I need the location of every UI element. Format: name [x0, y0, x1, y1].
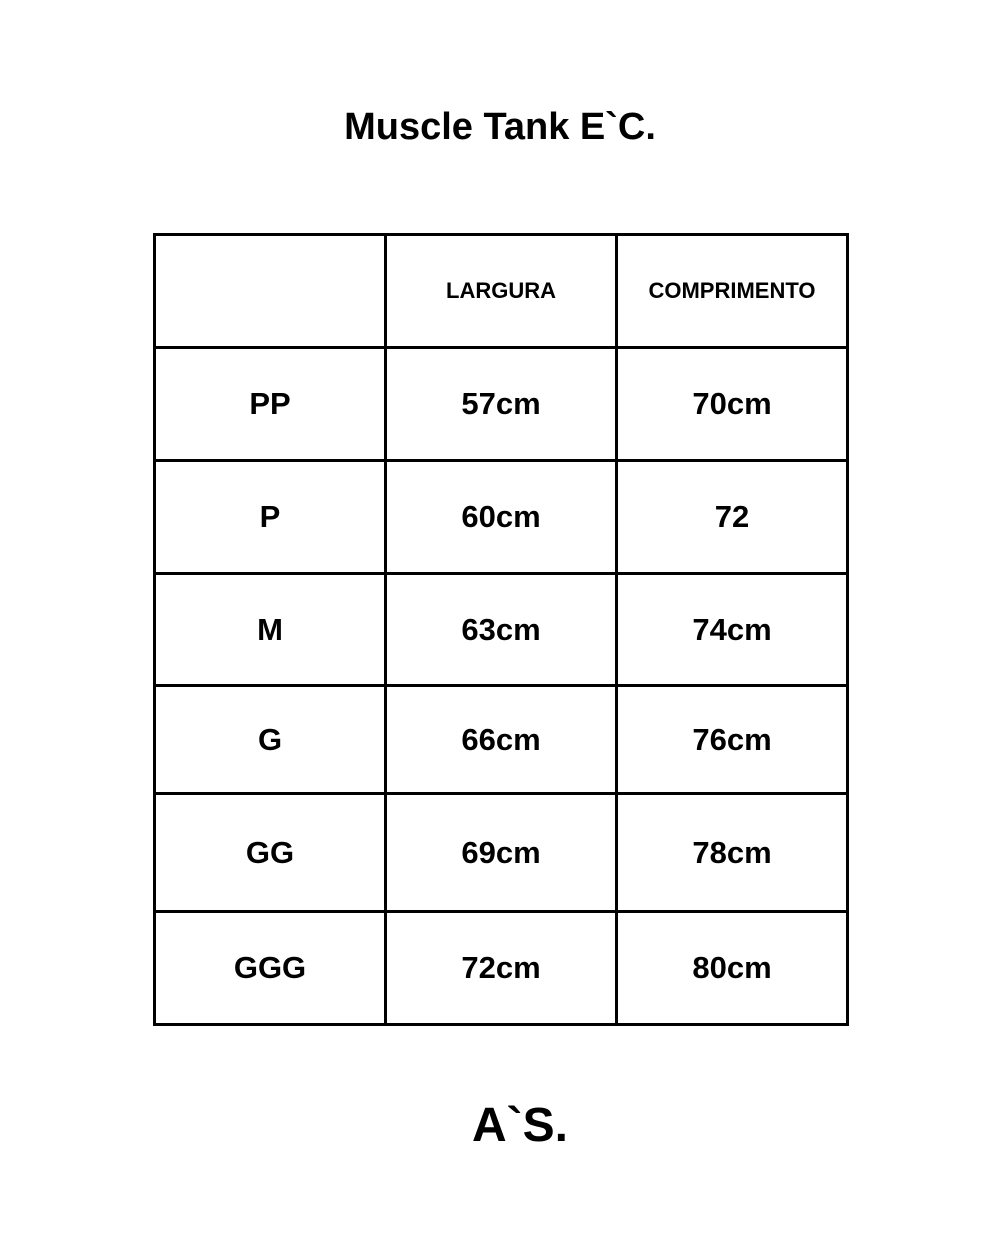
- size-cell: GG: [155, 794, 386, 912]
- comprimento-cell: 76cm: [617, 686, 848, 794]
- table-header-row: [155, 235, 848, 348]
- size-cell: M: [155, 574, 386, 686]
- largura-cell: 63cm: [386, 574, 617, 686]
- largura-cell: 60cm: [386, 461, 617, 574]
- size-cell: G: [155, 686, 386, 794]
- table-row: [155, 461, 848, 574]
- table-row: [155, 686, 848, 794]
- brand-logo-text: A`S.: [472, 1099, 568, 1152]
- largura-cell: 57cm: [386, 348, 617, 461]
- comprimento-cell: 74cm: [617, 574, 848, 686]
- comprimento-cell: 78cm: [617, 794, 848, 912]
- header-cell-largura: LARGURA: [386, 235, 617, 348]
- page-title: Muscle Tank E`C.: [344, 106, 656, 148]
- table-row: [155, 794, 848, 912]
- largura-cell: 72cm: [386, 912, 617, 1025]
- size-cell: P: [155, 461, 386, 574]
- size-cell: PP: [155, 348, 386, 461]
- largura-cell: 66cm: [386, 686, 617, 794]
- header-cell-size: [155, 235, 386, 348]
- table-row: [155, 912, 848, 1025]
- comprimento-cell: 70cm: [617, 348, 848, 461]
- comprimento-cell: 72: [617, 461, 848, 574]
- table-row: [155, 574, 848, 686]
- size-chart-table: [153, 233, 849, 1026]
- size-cell: GGG: [155, 912, 386, 1025]
- largura-cell: 69cm: [386, 794, 617, 912]
- comprimento-cell: 80cm: [617, 912, 848, 1025]
- header-cell-comprimento: COMPRIMENTO: [617, 235, 848, 348]
- table-row: [155, 348, 848, 461]
